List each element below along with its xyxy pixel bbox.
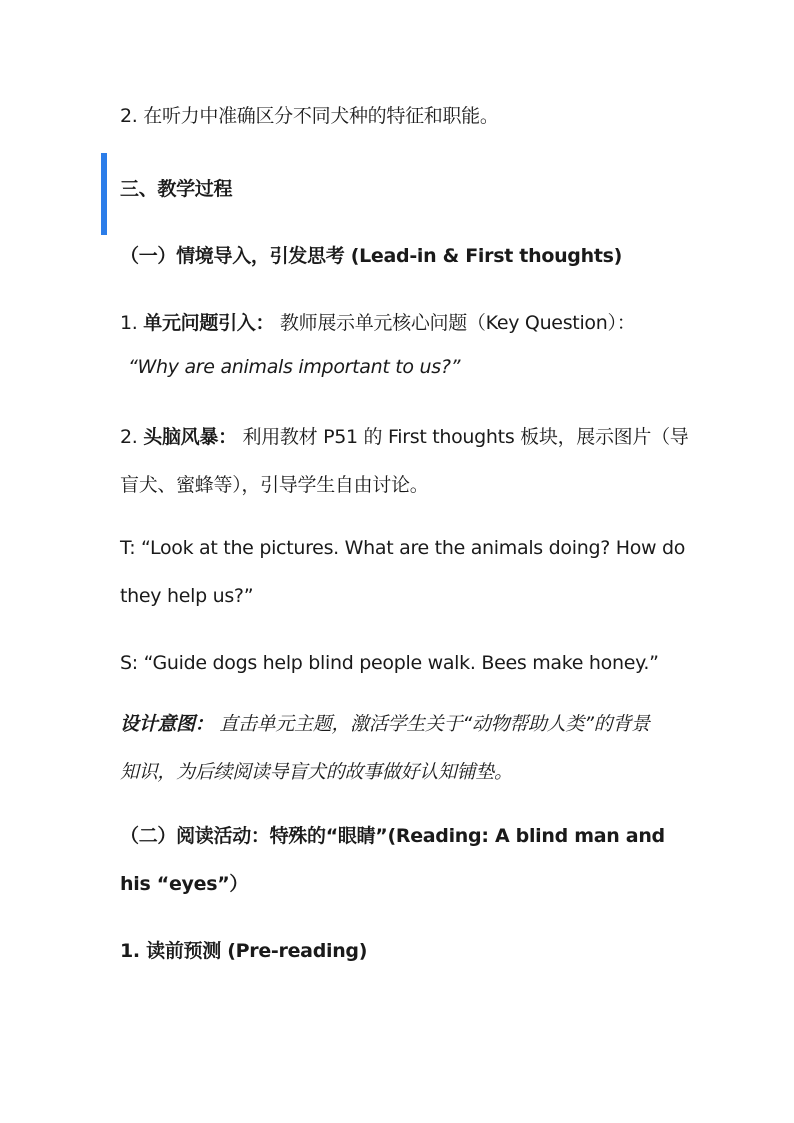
step2-number: 2. [120, 426, 144, 448]
part2-heading-line2: his “eyes”） [120, 873, 249, 895]
step2-label: 头脑风暴： [143, 426, 237, 448]
objective-item-2-text: 2. 在听力中准确区分不同犬种的特征和职能。 [120, 105, 499, 127]
teacher-line1: T: “Look at the pictures. What are the animals doing? How do [120, 537, 686, 559]
section-accent-bar [101, 153, 107, 235]
student-line: S: “Guide dogs help blind people walk. Bees make honey.” [120, 652, 659, 674]
design-intent-line1 [120, 709, 650, 736]
step2-text-line1: 利用教材 P51 的 First thoughts 板块，展示图片（导 [236, 426, 689, 448]
step2-line1 [120, 422, 688, 449]
design-intent-text-line1: 直击单元主题，激活学生关于“动物帮助人类”的背景 [213, 713, 650, 735]
key-question-quote: “Why are animals important to us?” [128, 356, 461, 378]
teacher-line2: they help us?” [120, 585, 254, 607]
step1-line [120, 308, 635, 335]
step1-label: 单元问题引入： [143, 312, 275, 334]
objective-item-2 [120, 101, 499, 128]
design-intent-line2: 知识，为后续阅读导盲犬的故事做好认知铺垫。 [120, 761, 513, 783]
step2-line2: 盲犬、蜜蜂等），引导学生自由讨论。 [120, 474, 429, 496]
section-title: 三、教学过程 [120, 178, 233, 200]
part1-heading: （一）情境导入，引发思考 (Lead-in & First thoughts) [120, 245, 622, 267]
step1-text: 教师展示单元核心问题（Key Question）： [274, 312, 636, 334]
part2-sub1: 1. 读前预测 (Pre-reading) [120, 940, 368, 962]
part2-heading-line1: （二）阅读活动：特殊的“眼睛”(Reading: A blind man and [120, 825, 665, 847]
design-intent-label: 设计意图： [120, 713, 214, 735]
step1-number: 1. [120, 312, 144, 334]
